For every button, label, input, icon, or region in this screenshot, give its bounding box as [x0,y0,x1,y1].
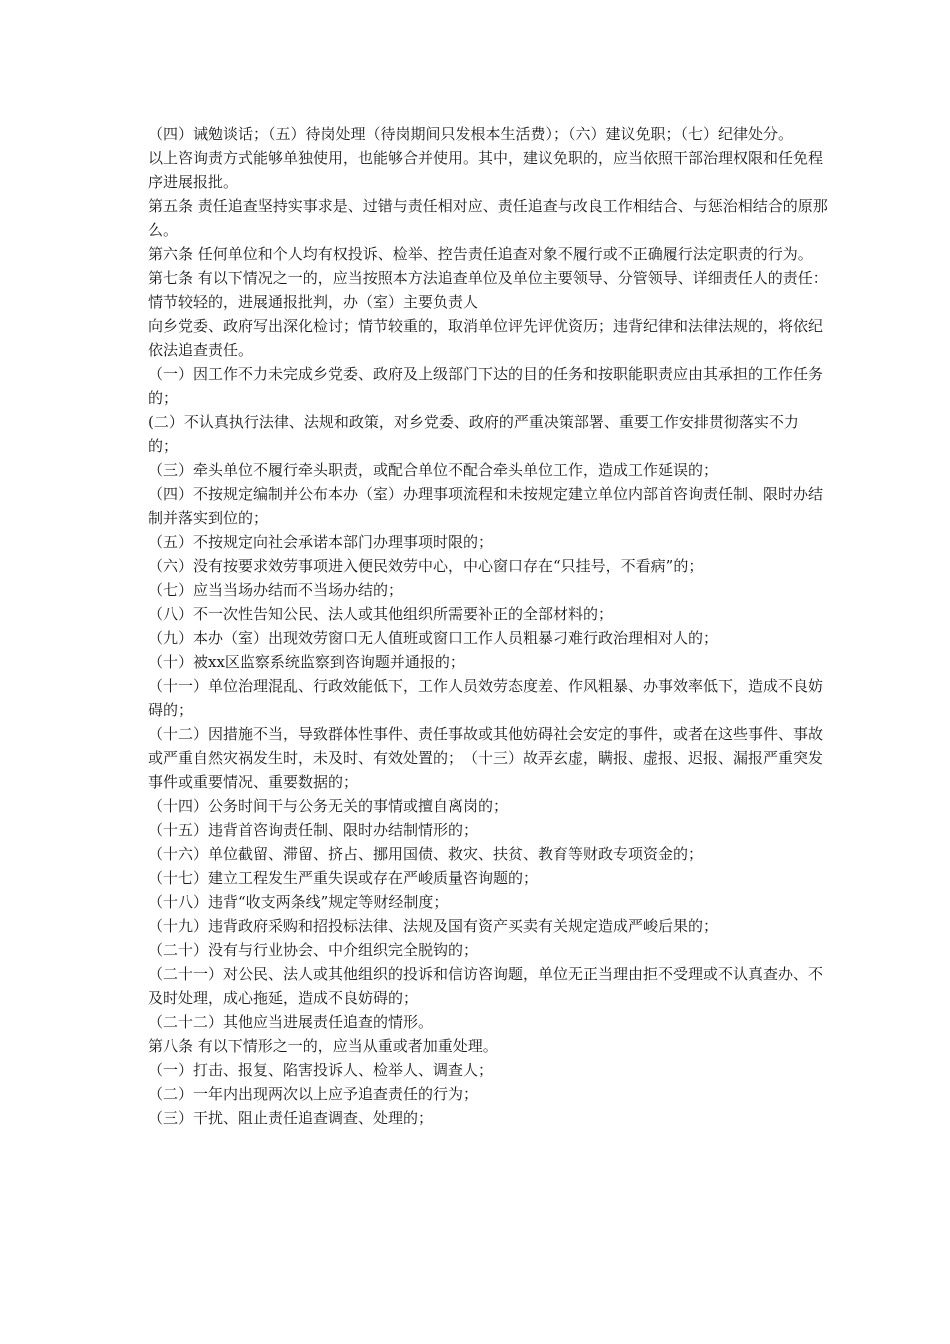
list-item: （二十）没有与行业协会、中介组织完全脱钩的； [148,941,479,959]
list-item: （三）干扰、阻止责任追查调查、处理的； [148,1109,434,1127]
list-item: （二）一年内出现两次以上应予追查责任的行为； [148,1085,479,1103]
paragraph: 第五条 责任追查坚持实事求是、过错与责任相对应、责任追查与改良工作相结合、与惩治相结合的原那么。 [148,197,828,239]
list-item: （十二）因措施不当，导致群体性事件、责任事故或其他妨碍社会安定的事件，或者在这些事件、事故或严重自然灾祸发生时，未及时、有效处置的； （十三）故弄玄虚，瞒报、虚报、迟报、漏报严重突发事件或重要情况、重要数据的； [148,725,824,791]
list-item: （九）本办（室）出现效劳窗口无人值班或窗口工作人员粗暴刁难行政治理相对人的； [148,629,719,647]
list-item: （十七）建立工程发生严重失误或存在严峻质量咨询题的； [148,869,539,887]
list-item: （十六）单位截留、滞留、挤占、挪用国债、救灾、扶贫、教育等财政专项资金的； [148,845,704,863]
list-item: （十四）公务时间干与公务无关的事情或擅自离岗的； [148,797,509,815]
list-item: （七）应当当场办结而不当场办结的； [148,581,404,599]
list-item: （一）因工作不力未完成乡党委、政府及上级部门下达的目的任务和按职能职责应由其承担的工作任务的； [148,365,824,407]
list-item: （二十二）其他应当进展责任追查的情形。 [148,1013,434,1031]
document-body [148,122,828,1130]
paragraph: 第六条 任何单位和个人均有权投诉、检举、控告责任追查对象不履行或不正确履行法定职责的行为。 [148,245,813,263]
list-item: （十八）违背“收支两条线”规定等财经制度； [148,893,449,911]
paragraph: 第七条 有以下情况之一的，应当按照本方法追查单位及单位主要领导、分管领导、详细责任人的责任：情节较轻的，进展通报批判，办（室）主要负责人 [148,269,828,311]
paragraph: 以上咨询责方式能够单独使用，也能够合并使用。其中，建议免职的，应当依照干部治理权限和任免程序进展报批。 [148,149,824,191]
list-item: （四）不按规定编制并公布本办（室）办理事项流程和未按规定建立单位内部首咨询责任制、限时办结制并落实到位的； [148,485,824,527]
list-item: （二十一）对公民、法人或其他组织的投诉和信访咨询题，单位无正当理由拒不受理或不认真查办、不及时处理，成心拖延，造成不良妨碍的； [148,965,824,1007]
list-item: （十）被xx区监察系统监察到咨询题并通报的； [148,653,465,671]
list-item: （八）不一次性告知公民、法人或其他组织所需要补正的全部材料的； [148,605,614,623]
list-item: （三）牵头单位不履行牵头职责，或配合单位不配合牵头单位工作，造成工作延误的； [148,461,719,479]
list-item: （五）不按规定向社会承诺本部门办理事项时限的； [148,533,494,551]
paragraph: 第八条 有以下情形之一的，应当从重或者加重处理。 [148,1037,498,1055]
list-item: （十九）违背政府采购和招投标法律、法规及国有资产买卖有关规定造成严峻后果的； [148,917,719,935]
list-item: (二）不认真执行法律、法规和政策，对乡党委、政府的严重决策部署、重要工作安排贯彻落实不力的； [148,413,799,455]
paragraph: 向乡党委、政府写出深化检讨；情节较重的，取消单位评先评优资历；违背纪律和法律法规的，将依纪依法追查责任。 [148,317,824,359]
list-item: （十五）违背首咨询责任制、限时办结制情形的； [148,821,479,839]
paragraph: （四）诫勉谈话；（五）待岗处理（待岗期间只发根本生活费）；（六）建议免职；（七）纪律处分。 [148,125,794,143]
list-item: （一）打击、报复、陷害投诉人、检举人、调查人； [148,1061,494,1079]
list-item: （十一）单位治理混乱、行政效能低下，工作人员效劳态度差、作风粗暴、办事效率低下，造成不良妨碍的； [148,677,824,719]
list-item: （六）没有按要求效劳事项进入便民效劳中心，中心窗口存在“只挂号，不看病”的； [148,557,704,575]
